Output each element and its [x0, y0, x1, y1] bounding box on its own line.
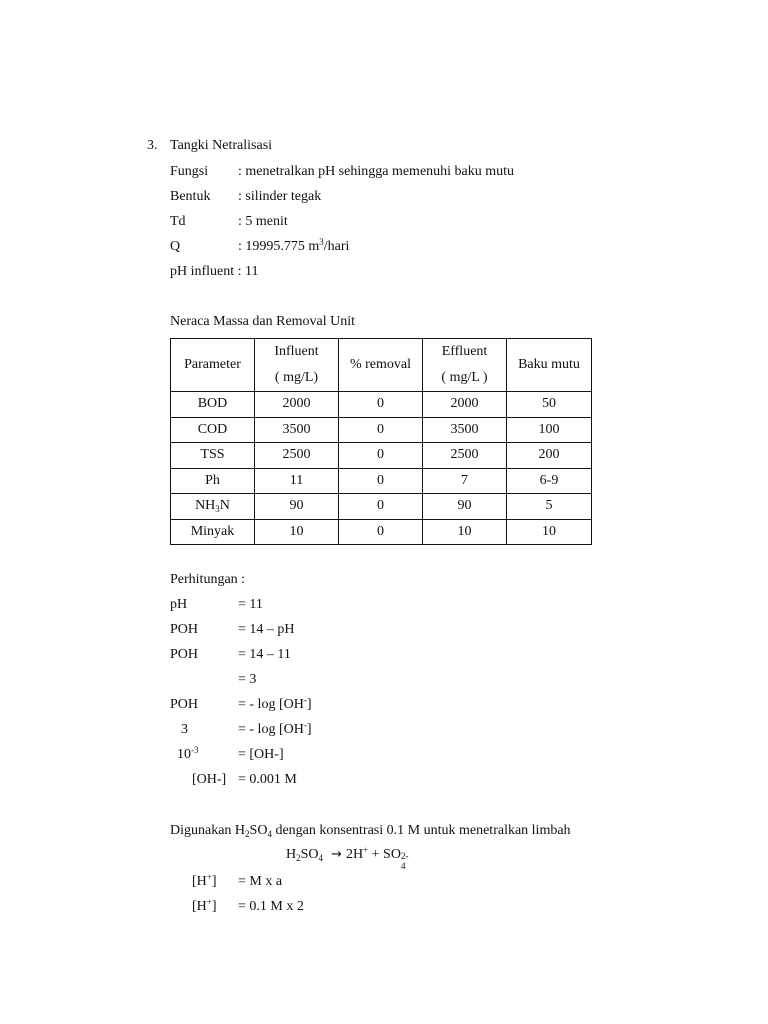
calc-left: POH	[170, 697, 199, 712]
calc-right: = [OH-]	[238, 747, 284, 762]
cell-baku: 100	[507, 417, 592, 443]
calc-left-a: 10	[177, 747, 191, 762]
arrow-right-icon: →	[331, 847, 342, 862]
eq-sup-plus: +	[363, 845, 369, 855]
calc-left	[177, 747, 199, 763]
calc-right: = 3	[238, 672, 257, 687]
acid-text-c: dengan konsentrasi 0.1 M untuk menetralkan limbah	[271, 823, 571, 838]
spec-value-q	[238, 239, 349, 255]
header-baku-mutu: Baku mutu	[507, 339, 592, 392]
spec-label-td: Td	[170, 214, 186, 229]
calc-left-sup: -3	[191, 745, 199, 755]
table-header-row	[171, 339, 592, 392]
cell-influent: 11	[255, 468, 339, 494]
spec-value-fungsi: : menetralkan pH sehingga memenuhi baku mutu	[238, 164, 515, 179]
acid-left	[192, 874, 217, 890]
calc-right-b: ]	[306, 697, 312, 712]
calc-right: = 14 – pH	[238, 622, 295, 637]
nh3n-sub: 3	[215, 504, 220, 515]
calc-right-a: = - log [OH	[238, 697, 304, 712]
header-influent	[255, 339, 339, 392]
calc-left: pH	[170, 597, 188, 612]
ph-influent: pH influent : 11	[170, 264, 259, 279]
cell-baku: 200	[507, 443, 592, 469]
acid-text-a: Digunakan H	[170, 823, 246, 838]
calc-right	[238, 722, 312, 738]
acid-left-a: [H	[192, 899, 207, 914]
calc-right: = 14 – 11	[238, 647, 291, 662]
calc-right-sup: -	[303, 720, 307, 730]
calc-right-b: ]	[306, 722, 312, 737]
acid-text-b: SO	[249, 823, 268, 838]
table-row	[171, 392, 592, 418]
table-row	[171, 468, 592, 494]
header-influent-line1: Influent	[274, 344, 319, 359]
cell-baku: 5	[507, 494, 592, 520]
acid-right: = M x a	[238, 874, 283, 889]
cell-removal: 0	[339, 417, 423, 443]
spec-label-q: Q	[170, 239, 181, 254]
cell-parameter	[171, 494, 255, 520]
eq-two-h: 2H	[345, 847, 364, 862]
table-title: Neraca Massa dan Removal Unit	[170, 314, 356, 329]
acid-left-sup: +	[206, 897, 212, 907]
calc-right-a: = - log [OH	[238, 722, 304, 737]
header-effluent	[423, 339, 507, 392]
header-effluent-line2: ( mg/L )	[441, 370, 488, 385]
eq-h: H	[286, 847, 297, 862]
calc-left: [OH-]	[192, 772, 227, 787]
cell-influent: 3500	[255, 417, 339, 443]
cell-parameter: COD	[171, 417, 255, 443]
cell-parameter: Minyak	[171, 519, 255, 545]
calc-right	[238, 697, 312, 713]
header-effluent-line1: Effluent	[441, 344, 488, 359]
mass-balance-table	[170, 338, 592, 545]
eq-sub1: 2	[296, 853, 301, 863]
eq-sub3: 4	[400, 861, 406, 871]
cell-parameter: BOD	[171, 392, 255, 418]
cell-influent: 2500	[255, 443, 339, 469]
cell-parameter: Ph	[171, 468, 255, 494]
cell-removal: 0	[339, 494, 423, 520]
q-value-tail: /hari	[323, 239, 350, 254]
cell-removal: 0	[339, 468, 423, 494]
calc-right-sup: -	[303, 695, 307, 705]
cell-effluent: 10	[423, 519, 507, 545]
acid-left-sup: +	[206, 872, 212, 882]
table-row	[171, 519, 592, 545]
cell-baku: 10	[507, 519, 592, 545]
cell-effluent: 3500	[423, 417, 507, 443]
cell-effluent: 2500	[423, 443, 507, 469]
spec-value-bentuk: : silinder tegak	[238, 189, 322, 204]
calc-left: POH	[170, 622, 199, 637]
eq-sub2: 4	[318, 853, 324, 863]
eq-sup-charge: 2-	[400, 851, 409, 861]
q-value-main: : 19995.775 m	[238, 239, 320, 254]
calc-left: 3	[181, 722, 188, 737]
calc-left: POH	[170, 647, 199, 662]
nh3n-a: NH	[195, 498, 216, 514]
cell-effluent: 90	[423, 494, 507, 520]
acid-text	[170, 823, 571, 839]
cell-influent: 2000	[255, 392, 339, 418]
acid-left-a: [H	[192, 874, 207, 889]
acid-text-sub2: 4	[267, 829, 272, 839]
nh3n-b: N	[219, 498, 230, 514]
acid-left-b: ]	[211, 874, 217, 889]
calc-title: Perhitungan :	[170, 572, 246, 587]
acid-left-b: ]	[211, 899, 217, 914]
spec-value-td: : 5 menit	[238, 214, 288, 229]
spec-label-bentuk: Bentuk	[170, 189, 211, 204]
cell-effluent: 2000	[423, 392, 507, 418]
cell-influent: 10	[255, 519, 339, 545]
acid-left	[192, 899, 217, 915]
table-row	[171, 443, 592, 469]
calc-right: = 0.001 M	[238, 772, 297, 787]
header-influent-line2: ( mg/L)	[274, 370, 319, 385]
q-value-sup: 3	[319, 237, 324, 247]
table-row	[171, 494, 592, 520]
spec-label-fungsi: Fungsi	[170, 164, 209, 179]
cell-parameter: TSS	[171, 443, 255, 469]
header-parameter: Parameter	[171, 339, 255, 392]
cell-effluent: 7	[423, 468, 507, 494]
section-title: Tangki Netralisasi	[170, 138, 273, 153]
cell-removal: 0	[339, 443, 423, 469]
cell-influent: 90	[255, 494, 339, 520]
acid-text-sub1: 2	[245, 829, 250, 839]
cell-removal: 0	[339, 519, 423, 545]
calc-right: = 11	[238, 597, 263, 612]
cell-baku: 6-9	[507, 468, 592, 494]
cell-baku: 50	[507, 392, 592, 418]
eq-so: SO	[300, 847, 319, 862]
eq-plus-so: + SO	[368, 847, 401, 862]
header-removal: % removal	[339, 339, 423, 392]
cell-removal: 0	[339, 392, 423, 418]
section-number: 3.	[147, 138, 158, 153]
table-row	[171, 417, 592, 443]
acid-right: = 0.1 M x 2	[238, 899, 304, 914]
acid-equation	[286, 845, 409, 871]
